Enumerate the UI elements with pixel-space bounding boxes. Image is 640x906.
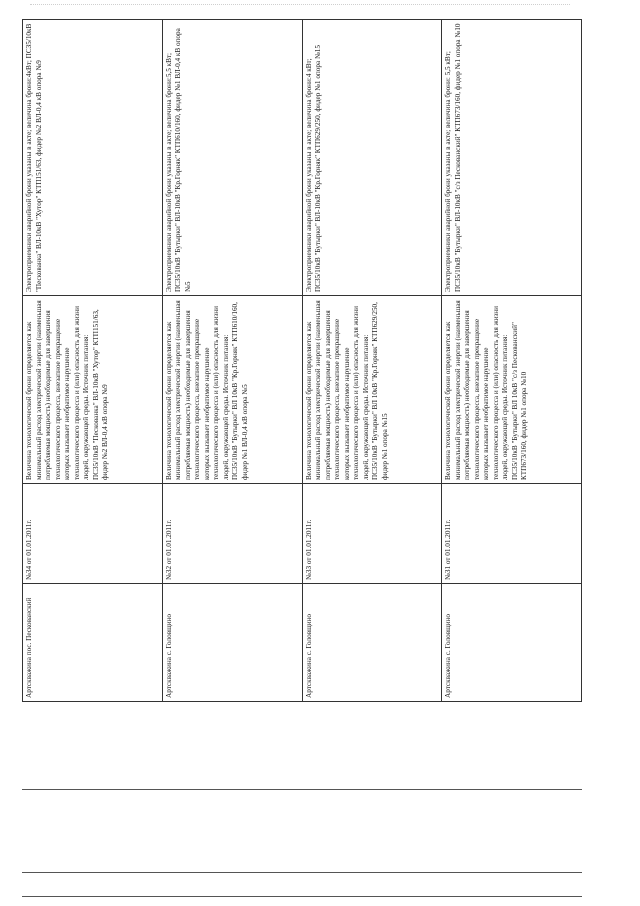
emergency-cell: Электроприемники аварийной брони указаны в акте; величина брони:4кВт; ПС35/10кВ "Пескованка" ВЛ-10кВ "Хутор" КТП151/63, фидер №2 ВЛ-0,4 кВ опора №9 xyxy=(23,20,163,296)
reservation-table xyxy=(22,19,582,702)
act-cell: №33 от 01.01.2011г. xyxy=(302,484,442,584)
table-row xyxy=(23,20,163,702)
object-cell: Артскважина с. Головщино xyxy=(442,584,582,702)
act-cell: №31 от 01.01.2011г. xyxy=(442,484,582,584)
description-cell: Величина технологической брони определяется как минимальный расход электрической энергии (наименьшая потребляемая мощность) необходимые для завершения технологического процесса, внезапное прекращение которых вызывает необратимое нарушение технологического процесса и (или) опасность для жизни людей, окружающей среды. Источник питания: ПС35/10кВ "Бутырки" ВЛ 10кВ "Кр.Горняк" КТП629/250, фидер №1 опора №15 xyxy=(302,296,442,484)
act-cell: №32 от 01.01.2011г. xyxy=(162,484,302,584)
emergency-cell: Электроприемники аварийной брони указаны в акте; величина брони: 5,5 кВт; ПС35/10кВ "Бутырки" ВЛ-10кВ "с/з Пескованский" КТП673/160, фидер №1 опора №10 xyxy=(442,20,582,296)
table-row xyxy=(162,20,302,702)
object-cell: Артскважина с. Головщино xyxy=(162,584,302,702)
description-cell: Величина технологической брони определяется как минимальный расход электрической энергии (наименьшая потребляемая мощность) необходимые для завершения технологического процесса, внезапное прекращение которых вызывает необратимое нарушение технологического процесса и (или) опасность для жизни людей, окружающей среды. Источник питания: ПС35/10кВ "Бутырки" ВЛ 10кВ "Кр.Горняк" КТП610/160, фидер №1 ВЛ-0,4 кВ опора №5 xyxy=(162,296,302,484)
table-row xyxy=(302,20,442,702)
table-row xyxy=(442,20,582,702)
emergency-cell: Электроприемники аварийной брони указаны в акте; величина брони:4 кВт; ПС35/10кВ "Бутырки" ВЛ-10кВ "Кр.Горняк" КТП629/250, фидер №1 опора №15 xyxy=(302,20,442,296)
document-table-block xyxy=(22,20,582,702)
emergency-cell: Электроприемники аварийной брони указаны в акте; величина брони:5,5 кВт; ПС35/10кВ "Бутырки" ВЛ-10кВ "Кр.Горняк" КТП610/160, фидер №1 ВЛ-0,4 кВ опора №5 xyxy=(162,20,302,296)
object-cell: Артскважина с. Головщино xyxy=(302,584,442,702)
act-cell: №34 от 01.01.2011г. xyxy=(23,484,163,584)
divider-line xyxy=(22,789,582,790)
description-cell: Величина технологической брони определяется как минимальный расход электрической энергии (наименьшая потребляемая мощность) необходимые для завершения технологического процесса, внезапное прекращение которых вызывает необратимое нарушение технологического процесса и (или) опасность для жизни людей, окружающей среды. Источник питания: ПС35/10кВ "Бутырки" ВЛ 10кВ "с/з Пескованский" КТП673/160, фидер №1 опора №10 xyxy=(442,296,582,484)
divider-line xyxy=(22,872,582,873)
rotated-table-container xyxy=(22,20,582,702)
object-cell: Артскважина пос. Пескованский xyxy=(23,584,163,702)
divider-line xyxy=(22,896,582,897)
description-cell: Величина технологической брони определяется как минимальный расход электрической энергии (наименьшая потребляемая мощность) необходимые для завершения технологического процесса, внезапное прекращение которых вызывает необратимое нарушение технологического процесса и (или) опасность для жизни людей, окружающей среды. Источник питания: ПС35/10кВ "Пескованка" ВЛ-10кВ "Хутор" КТП151/63, фидер №2 ВЛ-0,4 кВ опора №9 xyxy=(23,296,163,484)
scan-artifact-dots xyxy=(30,4,570,7)
